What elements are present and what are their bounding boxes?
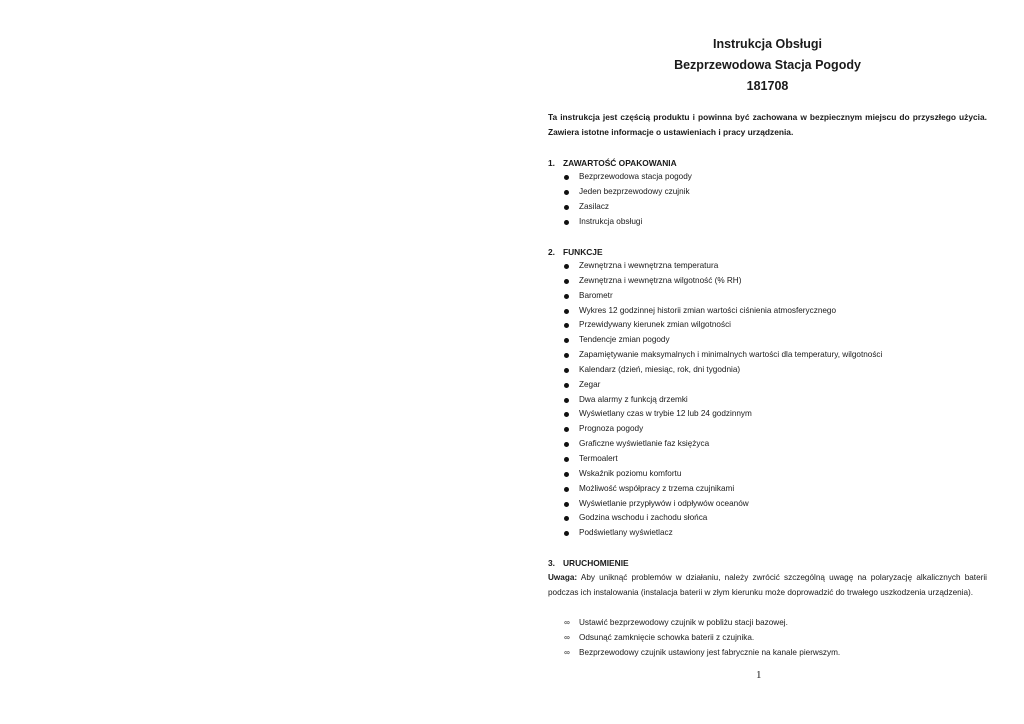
bullet-icon: [564, 398, 569, 403]
title-line-1: Instrukcja Obsługi: [712, 37, 823, 51]
list-item: Tendencje zmian pogody: [548, 333, 987, 348]
list-item: Zasilacz: [548, 200, 987, 215]
section-title: FUNKCJE: [563, 247, 603, 257]
bullet-icon: [564, 412, 569, 417]
section-heading-contents: [548, 157, 677, 169]
infinity-bullet-icon: ∞: [564, 633, 570, 643]
list-item: ∞ Bezprzewodowy czujnik ustawiony jest fabrycznie na kanale pierwszym.: [548, 645, 987, 660]
list-item: Bezprzewodowa stacja pogody: [548, 170, 987, 185]
list-item: ∞ Ustawić bezprzewodowy czujnik w pobliżu stacji bazowej.: [548, 615, 987, 630]
list-item: Termoalert: [548, 452, 987, 467]
list-item: ∞ Odsunąć zamknięcie schowka baterii z czujnika.: [548, 630, 987, 645]
list-item: Możliwość współpracy z trzema czujnikami: [548, 482, 987, 497]
section-heading-functions: [548, 246, 603, 258]
functions-list: [548, 259, 987, 541]
list-item: Dwa alarmy z funkcją drzemki: [548, 393, 987, 408]
title-block: [548, 34, 987, 97]
list-item: Wskaźnik poziomu komfortu: [548, 467, 987, 482]
section-number: 1.: [548, 158, 555, 168]
warning-paragraph: [548, 570, 987, 600]
bullet-icon: [564, 427, 569, 432]
list-item: Graficzne wyświetlanie faz księżyca: [548, 437, 987, 452]
section-number: 3.: [548, 558, 555, 568]
bullet-icon: [564, 205, 569, 210]
list-item: Zewnętrzna i wewnętrzna wilgotność (% RH): [548, 274, 987, 289]
bullet-icon: [564, 279, 569, 284]
bullet-icon: [564, 516, 569, 521]
bullet-icon: [564, 323, 569, 328]
bullet-icon: [564, 487, 569, 492]
list-item: Wyświetlanie przypływów i odpływów oceanów: [548, 497, 987, 512]
list-item: Instrukcja obsługi: [548, 215, 987, 230]
section-heading-startup: [548, 557, 629, 569]
section-number: 2.: [548, 247, 555, 257]
warning-text: Aby uniknąć problemów w działaniu, należy zwrócić szczególną uwagę na polaryzację alkalicznych baterii podczas ich instalowania (instalacja baterii w złym kierunku może doprowadzić do trwałego uszkodzenia urządzenia).: [548, 573, 987, 597]
bullet-icon: [564, 457, 569, 462]
bullet-icon: [564, 442, 569, 447]
list-item: Zegar: [548, 378, 987, 393]
warning-label: Uwaga:: [548, 573, 578, 582]
manual-page: [548, 0, 987, 724]
infinity-bullet-icon: ∞: [564, 618, 570, 627]
bullet-icon: [564, 264, 569, 269]
bullet-icon: [564, 531, 569, 536]
bullet-icon: [564, 175, 569, 180]
list-item: Prognoza pogody: [548, 422, 987, 437]
title-line-2: Bezprzewodowa Stacja Pogody: [674, 58, 861, 72]
list-item: Podświetlany wyświetlacz: [548, 526, 987, 541]
list-item: Wykres 12 godzinnej historii zmian wartości ciśnienia atmosferycznego: [548, 304, 987, 319]
list-item: Barometr: [548, 289, 987, 304]
list-item: Wyświetlany czas w trybie 12 lub 24 godzinnym: [548, 407, 987, 422]
infinity-bullet-icon: ∞: [564, 648, 570, 658]
bullet-icon: [564, 353, 569, 358]
list-item: Jeden bezprzewodowy czujnik: [548, 185, 987, 200]
list-item: Kalendarz (dzień, miesiąc, rok, dni tygodnia): [548, 363, 987, 378]
startup-steps-list: [548, 615, 987, 661]
section-title: ZAWARTOŚĆ OPAKOWANIA: [563, 158, 677, 168]
bullet-icon: [564, 472, 569, 477]
bullet-icon: [564, 190, 569, 195]
list-item: Godzina wschodu i zachodu słońca: [548, 511, 987, 526]
bullet-icon: [564, 220, 569, 225]
bullet-icon: [564, 338, 569, 343]
bullet-icon: [564, 502, 569, 507]
list-item: Zewnętrzna i wewnętrzna temperatura: [548, 259, 987, 274]
bullet-icon: [564, 294, 569, 299]
bullet-icon: [564, 309, 569, 314]
list-item: Zapamiętywanie maksymalnych i minimalnych wartości dla temperatury, wilgotności: [548, 348, 987, 363]
page-number: 1: [756, 669, 762, 681]
product-number: 181708: [746, 79, 789, 93]
bullet-icon: [564, 383, 569, 388]
contents-list: [548, 170, 987, 229]
section-title: URUCHOMIENIE: [563, 558, 629, 568]
list-item: Przewidywany kierunek zmian wilgotności: [548, 318, 987, 333]
bullet-icon: [564, 368, 569, 373]
intro-paragraph: Ta instrukcja jest częścią produktu i powinna być zachowana w bezpiecznym miejscu do przyszłego użycia. Zawiera istotne informacje o ustawieniach i pracy urządzenia.: [548, 112, 987, 137]
